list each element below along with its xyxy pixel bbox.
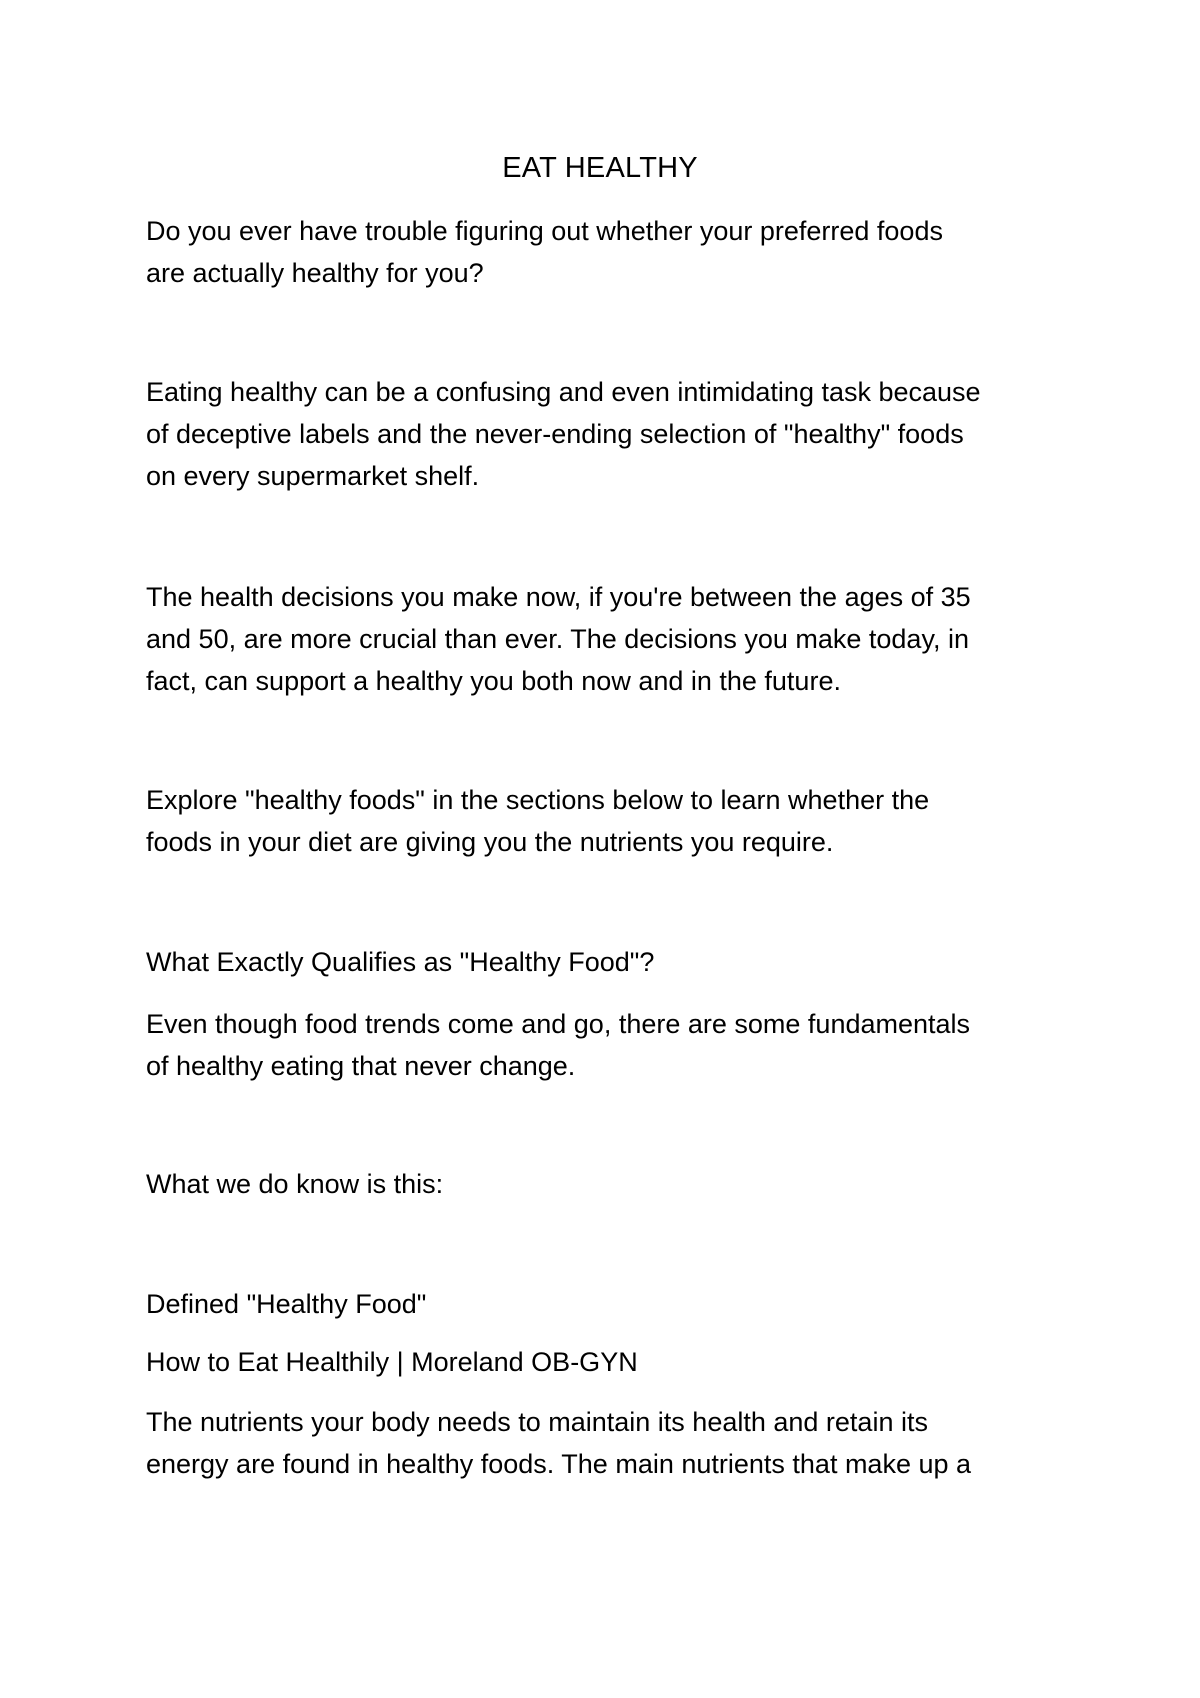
text-line-14: What we do know is this: [146,1169,444,1199]
text-line-2: are actually healthy for you? [146,258,484,288]
text-line-9: Explore "healthy foods" in the sections below to learn whether the [146,785,930,815]
text-line-12: Even though food trends come and go, there are some fundamentals [146,1009,971,1039]
text-line-13: of healthy eating that never change. [146,1051,576,1081]
text-line-6: The health decisions you make now, if you're between the ages of 35 [146,582,971,612]
text-line-3: Eating healthy can be a confusing and even intimidating task because [146,377,981,407]
text-line-8: fact, can support a healthy you both now and in the future. [146,666,841,696]
text-line-1: Do you ever have trouble figuring out whether your preferred foods [146,216,943,246]
source-line: How to Eat Healthily | Moreland OB-GYN [146,1347,638,1377]
section-heading-healthy-food: What Exactly Qualifies as "Healthy Food"? [146,947,655,977]
text-line-10: foods in your diet are giving you the nutrients you require. [146,827,834,857]
text-line-17: The nutrients your body needs to maintain its health and retain its [146,1407,928,1437]
text-line-5: on every supermarket shelf. [146,461,480,491]
text-line-4: of deceptive labels and the never-ending selection of "healthy" foods [146,419,964,449]
text-line-7: and 50, are more crucial than ever. The decisions you make today, in [146,624,969,654]
document-title: EAT HEALTHY [502,152,698,184]
text-line-18: energy are found in healthy foods. The main nutrients that make up a [146,1449,972,1479]
section-heading-defined: Defined "Healthy Food" [146,1289,427,1319]
